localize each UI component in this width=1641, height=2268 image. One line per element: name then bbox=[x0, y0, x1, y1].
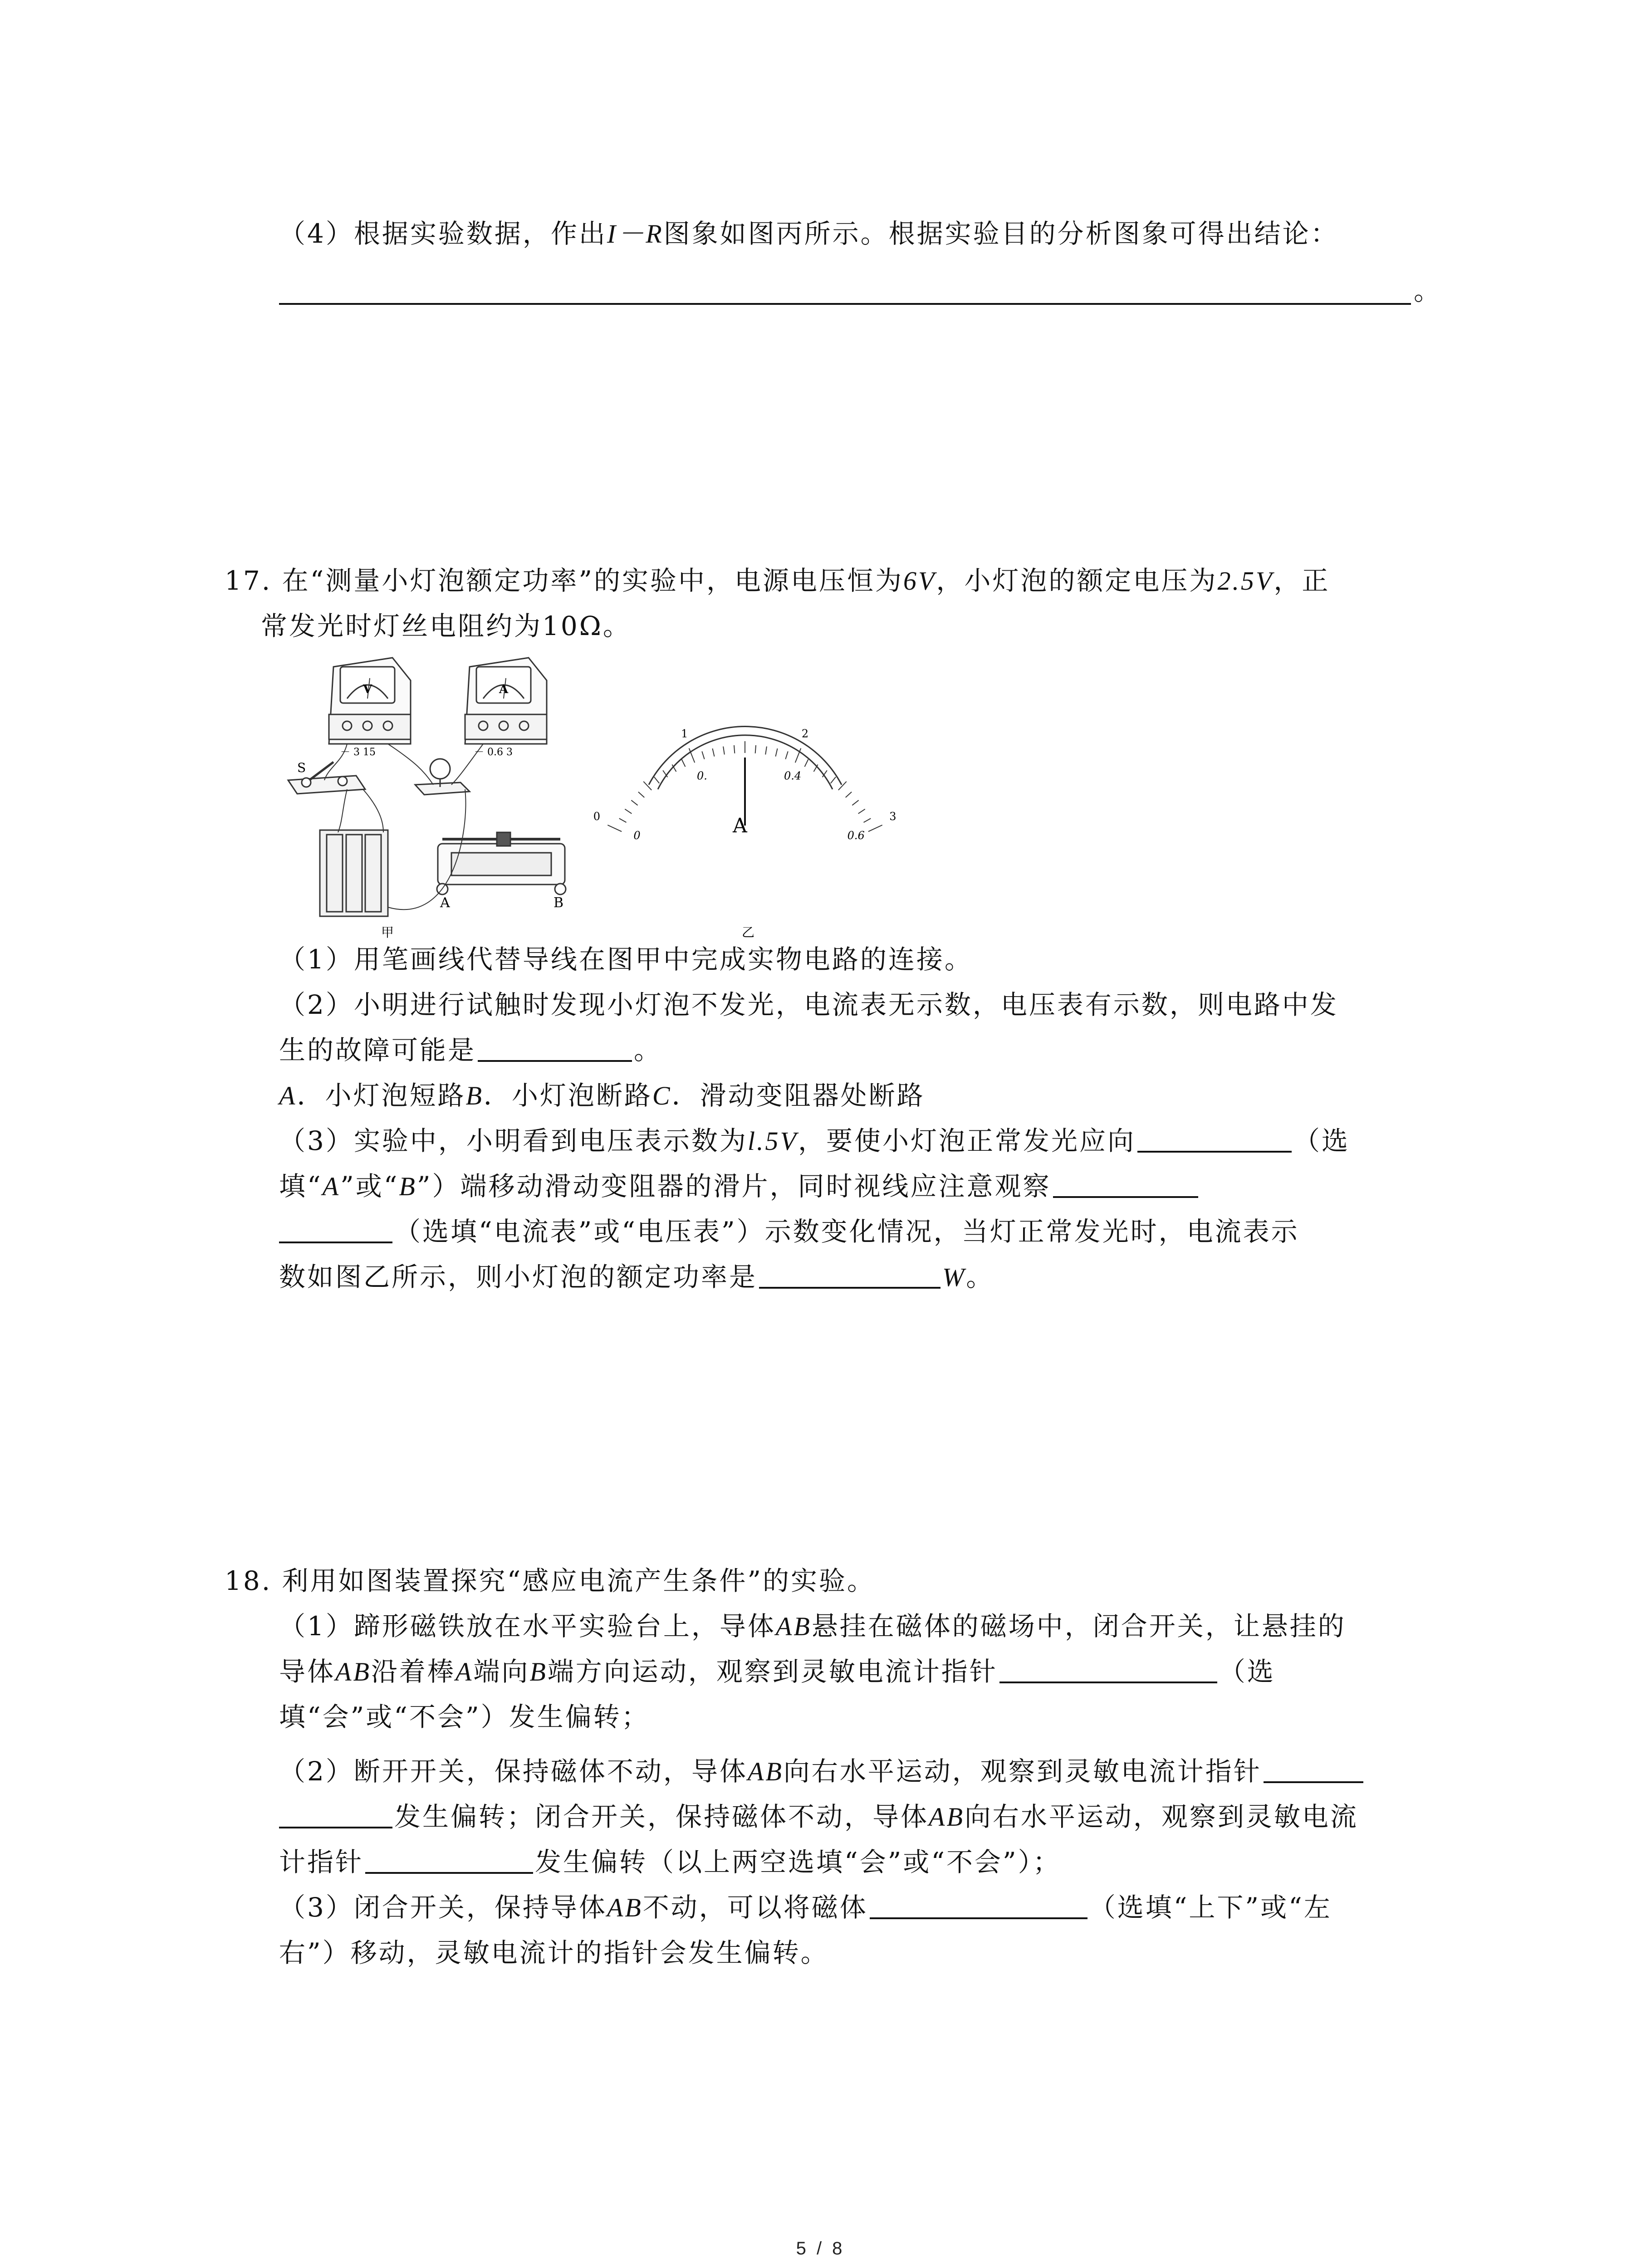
q17-meter-blank-part2[interactable] bbox=[279, 1216, 392, 1243]
voltmeter-icon bbox=[329, 658, 411, 744]
q18-deflect-blank-2b[interactable] bbox=[279, 1801, 392, 1828]
q17-stem-text: 17. 在“测量小灯泡额定功率”的实验中，电源电压恒为 bbox=[225, 565, 903, 596]
q16-part4-line bbox=[279, 218, 1339, 250]
q17-stem-text-2: ，小灯泡的额定电压为 bbox=[936, 565, 1218, 596]
q17-part3-line1: （3）实验中，小明看到电压表示数为l.5V，要使小灯泡正常发光应向 （选 bbox=[279, 1125, 1350, 1156]
scale-tick bbox=[775, 748, 777, 757]
option-c-letter: C bbox=[652, 1081, 672, 1110]
option-b-letter: B bbox=[465, 1081, 484, 1110]
q17-fault-blank[interactable] bbox=[478, 1035, 632, 1062]
q17-figure bbox=[279, 653, 896, 943]
scale-tick bbox=[785, 751, 788, 759]
q17-figure-svg bbox=[279, 653, 896, 943]
q16-part4-text: （4）根据实验数据，作出 bbox=[279, 218, 607, 249]
scale-tick bbox=[868, 825, 882, 831]
scale-tick bbox=[734, 745, 735, 753]
q16-answer-blank[interactable] bbox=[279, 303, 1411, 305]
q17-rated-voltage: 2.5V bbox=[1217, 566, 1274, 596]
scale-bottom-label: 0.6 bbox=[847, 829, 865, 842]
q17-part3-line3: （选填“电流表”或“电压表”）示数变化情况，当灯正常发光时，电流表示 bbox=[279, 1216, 1299, 1247]
scale-tick bbox=[619, 818, 627, 822]
figure-label-jia: 甲 bbox=[381, 925, 394, 940]
q17-options: A．小灯泡短路B．小灯泡断路C．滑动变阻器处断路 bbox=[279, 1080, 925, 1111]
scale-top-label: 3 bbox=[889, 810, 896, 823]
q17-direction-blank[interactable] bbox=[1137, 1125, 1292, 1153]
scale-tick bbox=[625, 809, 632, 814]
q17-part2-line2: 生的故障可能是 。 bbox=[279, 1035, 662, 1066]
q18-part2-line2: 发生偏转；闭合开关，保持磁体不动，导体AB向右水平运动，观察到灵敏电流 bbox=[279, 1801, 1358, 1833]
q16-variable-i-r: I－R bbox=[607, 219, 664, 249]
scale-tick bbox=[838, 782, 847, 790]
q18-part3-line1: （3）闭合开关，保持导体AB不动，可以将磁体 （选填“上下”或“左 bbox=[279, 1892, 1332, 1923]
rheostat-b-label: B bbox=[554, 895, 564, 911]
scale-top-label: 2 bbox=[801, 727, 809, 740]
q18-magnet-direction-blank[interactable] bbox=[870, 1892, 1087, 1919]
option-a-letter: A bbox=[279, 1081, 297, 1110]
scale-tick bbox=[864, 818, 871, 822]
scale-tick bbox=[858, 809, 865, 814]
scale-tick bbox=[702, 751, 704, 759]
ammeter-icon bbox=[465, 658, 547, 744]
q17-meter-blank-part1[interactable] bbox=[1053, 1171, 1198, 1198]
scale-top-label: 0 bbox=[593, 810, 601, 823]
q18-part2-line1: （2）断开开关，保持磁体不动，导体AB向右水平运动，观察到灵敏电流计指针 bbox=[279, 1755, 1365, 1788]
q18-stem: 18. 利用如图装置探究“感应电流产生条件”的实验。 bbox=[225, 1565, 875, 1596]
scale-tick bbox=[723, 747, 725, 755]
scale-tick bbox=[654, 777, 659, 783]
scale-bottom-label: 0 bbox=[633, 829, 641, 842]
scale-tick bbox=[755, 745, 756, 753]
q16-end-mark: 。 bbox=[1414, 275, 1442, 306]
q17-part3-line2: 填“A”或“B”）端移动滑动变阻器的滑片，同时视线应注意观察 bbox=[279, 1170, 1200, 1202]
lamp-icon bbox=[415, 759, 470, 795]
q18-part1-line3: 填“会”或“不会”）发生偏转； bbox=[279, 1701, 650, 1732]
scale-tick bbox=[682, 759, 686, 767]
battery-icon bbox=[320, 830, 388, 916]
switch-label: S bbox=[297, 760, 306, 775]
q17-power-blank[interactable] bbox=[759, 1261, 941, 1289]
q17-part3-line4: 数如图乙所示，则小灯泡的额定功率是 W。 bbox=[279, 1261, 994, 1292]
rheostat-icon bbox=[437, 832, 566, 894]
scale-tick bbox=[631, 800, 637, 805]
q18-part2-line3: 计指针 发生偏转（以上两空选填“会”或“不会”）； bbox=[279, 1847, 1061, 1877]
rheostat-a-label: A bbox=[440, 895, 450, 911]
voltmeter-terminals: － 3 15 bbox=[340, 747, 376, 758]
scale-bottom-label: 0. bbox=[697, 769, 707, 782]
q18-deflect-blank-1[interactable] bbox=[999, 1656, 1217, 1683]
q17-part1: （1）用笔画线代替导线在图甲中完成实物电路的连接。 bbox=[279, 944, 973, 975]
figure-label-yi: 乙 bbox=[742, 925, 755, 940]
q17-stem-line-2: 常发光时灯丝电阻约为10Ω。 bbox=[261, 611, 631, 641]
ammeter-terminals: － 0.6 3 bbox=[474, 747, 513, 758]
scale-top-label: 1 bbox=[681, 727, 688, 740]
q17-part2-line1: （2）小明进行试触时发现小灯泡不发光，电流表无示数，电压表有示数，则电路中发 bbox=[279, 989, 1338, 1020]
q17-stem-line-1 bbox=[225, 565, 1330, 597]
scale-bottom-label: 0.4 bbox=[784, 769, 802, 782]
scale-unit-letter: A bbox=[733, 814, 747, 837]
scale-tick bbox=[765, 747, 767, 755]
scale-tick bbox=[607, 825, 622, 831]
scale-tick bbox=[831, 777, 836, 783]
scale-tick bbox=[712, 748, 714, 757]
voltmeter-letter: V bbox=[363, 683, 372, 696]
scale-tick bbox=[638, 792, 644, 797]
page-number: 5 / 8 bbox=[796, 2239, 845, 2258]
q18-part3-line2: 右”）移动，灵敏电流计的指针会发生偏转。 bbox=[279, 1937, 829, 1968]
q18-part1-line1: （1）蹄形磁铁放在水平实验台上，导体AB悬挂在磁体的磁场中，闭合开关，让悬挂的 bbox=[279, 1611, 1346, 1642]
q18-deflect-blank-2a[interactable] bbox=[1264, 1756, 1363, 1783]
q17-stem-text-3: ，正 bbox=[1274, 565, 1330, 596]
scale-tick bbox=[852, 800, 858, 805]
q17-supply-voltage: 6V bbox=[903, 566, 936, 596]
q16-part4-text-2: 图象如图丙所示。根据实验目的分析图象可得出结论： bbox=[663, 218, 1339, 249]
q18-part1-line2: 导体AB沿着棒A端向B端方向运动，观察到灵敏电流计指针 （选 bbox=[279, 1656, 1275, 1687]
scale-tick bbox=[846, 792, 852, 797]
scale-tick bbox=[805, 759, 808, 767]
q18-deflect-blank-3[interactable] bbox=[365, 1847, 533, 1874]
ammeter-letter: A bbox=[499, 683, 509, 696]
